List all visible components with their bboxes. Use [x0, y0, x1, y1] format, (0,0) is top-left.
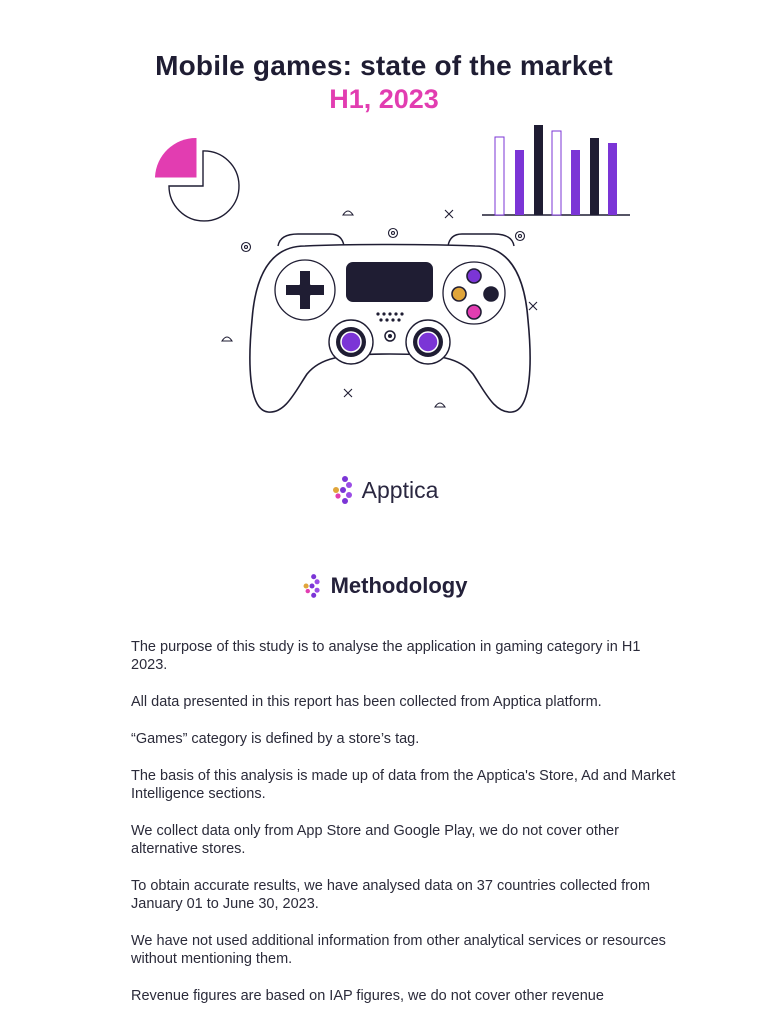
gamepad-illustration — [140, 120, 640, 420]
methodology-body — [131, 638, 676, 1024]
page-title: Mobile games: state of the market — [155, 50, 613, 81]
methodology-paragraph: All data presented in this report has been collected from Apptica platform. — [131, 694, 602, 710]
methodology-paragraph: We collect data only from App Store and Google Play, we do not cover other alternative stores. — [131, 823, 619, 857]
pie-chart-icon — [155, 138, 239, 221]
methodology-paragraph: “Games” category is defined by a store’s tag. — [131, 731, 420, 747]
methodology-paragraph: The basis of this analysis is made up of data from the Apptica's Store, Ad and Market Intelligence sections. — [131, 768, 676, 802]
gamepad-icon — [250, 234, 530, 412]
methodology-paragraph: Revenue figures are based on IAP figures, we do not cover other revenue — [131, 988, 604, 1004]
brand-name: Apptica — [361, 476, 439, 503]
methodology-paragraph: We have not used additional information from other analytical services or resources without mentioning them. — [131, 933, 666, 967]
apptica-logo-icon — [301, 572, 323, 600]
brand-logo — [0, 474, 768, 506]
methodology-paragraph: To obtain accurate results, we have analysed data on 37 countries collected from January 01 to June 30, 2023. — [131, 878, 651, 912]
page-subtitle: H1, 2023 — [329, 84, 439, 114]
methodology-heading — [0, 572, 768, 600]
methodology-paragraph: The purpose of this study is to analyse the application in gaming category in H1 2023. — [131, 639, 641, 673]
apptica-logo-icon — [330, 474, 356, 506]
methodology-title: Methodology — [330, 573, 468, 598]
bar-chart-icon — [482, 125, 630, 215]
